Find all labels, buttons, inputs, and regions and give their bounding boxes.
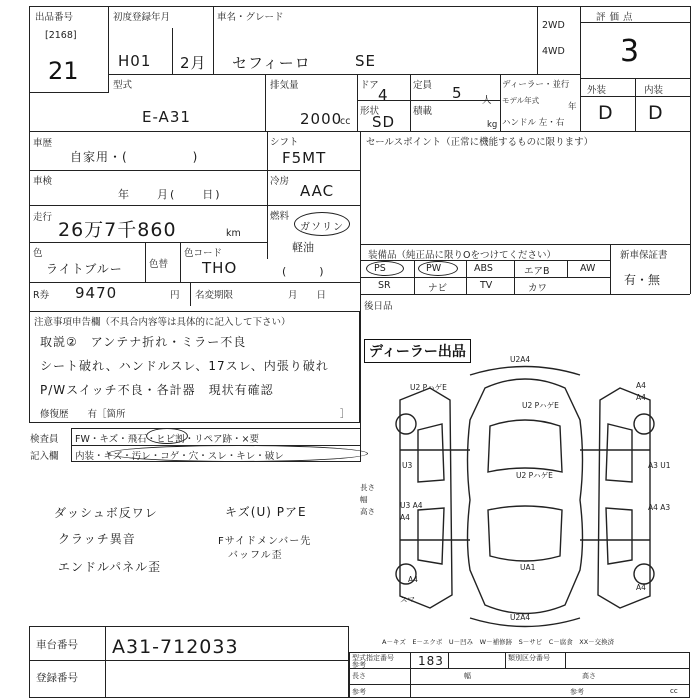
diagram-label-9: A4 (408, 575, 418, 584)
mileage-unit: km (226, 228, 241, 239)
equipment-label: 装備品（純正品に限りOをつけてください） (368, 250, 556, 261)
warranty-label: 新車保証書 (620, 250, 668, 261)
diagram-label-14: スマ (400, 595, 415, 604)
width-label: 幅 (464, 672, 471, 680)
caution-line-2: シート破れ、ハンドルスレ、17スレ、内張り破れ (40, 359, 329, 373)
ref-label: 参考 (352, 661, 366, 669)
car-name-label: 車名・グレード (217, 12, 284, 23)
cc-label: cc (670, 687, 678, 695)
diagram-label-12: U3 A4 (400, 501, 423, 510)
recycle-label: R券 (33, 290, 50, 301)
eval-label: 評価点 (596, 12, 637, 23)
year-suffix: 年 (568, 102, 577, 112)
inspection-value: 年 月( 日) (118, 188, 222, 201)
diagram-label-3: A4 (636, 381, 646, 390)
ac-value: AAC (300, 182, 335, 200)
diagram-legend: A－キズ E－エクボ U－凹み W－補修跡 S－サビ C－腐食 XX－交換済 (382, 638, 615, 646)
shift-label: シフト (270, 137, 299, 148)
equip-abs: ABS (474, 263, 493, 274)
fuel-gas: ガソリン (300, 222, 344, 233)
equip-sr: SR (378, 280, 391, 291)
reg-change-label: 名変期限 (195, 290, 234, 301)
fuel-label: 燃料 (270, 211, 290, 222)
chassis-label: 車台番号 (36, 639, 78, 651)
hand-note-6: バッフル歪 (228, 550, 283, 561)
mileage-value: 26万7千860 (58, 219, 177, 241)
category-label: 類別区分番号 (508, 654, 550, 662)
color-code-label: 色コード (184, 248, 223, 259)
eval-score: 3 (620, 34, 640, 69)
color-label: 色 (33, 248, 43, 259)
reg-change-value: 月 日 (288, 290, 327, 301)
diagram-label-11: U2 PハゲE (516, 471, 553, 480)
diagram-label-1: U2 PハゲE (410, 383, 447, 392)
ext-label: 外装 (587, 85, 607, 96)
doors-value: 4 (378, 86, 389, 104)
int-label: 内装 (644, 85, 664, 96)
diagram-label-2: U2 PハゲE (522, 401, 559, 410)
inspector-label: 検査員 (30, 434, 59, 445)
equip-aw: AW (580, 263, 596, 274)
inspector-row: FW・キズ・飛石・ヒビ割・リペア跡・×要 (75, 434, 259, 445)
diagram-label-13: UA1 (520, 563, 536, 572)
history-label: 車歴 (33, 138, 53, 149)
hand-note-4: キズ(U) PアE (225, 505, 307, 519)
color-change-label: 色替 (149, 259, 169, 270)
diagram-side-length: 長さ (360, 483, 375, 492)
hand-note-3: エンドルパネル歪 (58, 560, 162, 574)
shape-label: 形状 (360, 106, 380, 117)
hand-note-1: ダッシュボ反ワレ (54, 506, 158, 520)
shift-value: F5MT (282, 149, 327, 167)
ac-label: 冷房 (270, 176, 290, 187)
diagram-side-width: 幅 (360, 495, 368, 504)
first-reg-year: H01 (118, 52, 152, 70)
color-code-value: THO (202, 259, 238, 277)
displacement-value: 2000 (300, 110, 343, 128)
caution-line-3: P/Wスイッチ不良・各計器 現状有確認 (40, 383, 274, 397)
model-label: 型式 (113, 80, 133, 91)
first-reg-label: 初度登録年月 (113, 12, 171, 23)
grade: SE (355, 52, 376, 70)
drive-4wd: 4WD (542, 46, 565, 57)
displacement-unit: cc (340, 116, 351, 127)
sales-point-label: セールスポイント（正常に機能するものに限ります） (366, 137, 594, 148)
equip-navi: ナビ (428, 283, 448, 294)
diagram-label-5: U3 (402, 461, 413, 470)
model-designation-label: 型式指定番号 (352, 654, 394, 662)
recycle-unit: 円 (170, 290, 180, 301)
recycle-value: 9470 (75, 284, 118, 302)
equip-ps: PS (374, 263, 386, 274)
car-damage-diagram (360, 355, 690, 630)
model-designation-value: 183 (418, 654, 444, 668)
inspection-label: 車検 (33, 176, 53, 187)
int-grade: D (648, 102, 664, 124)
equip-ps-circle (366, 261, 404, 276)
lot-label: 出品番号 (35, 12, 74, 23)
fuel-diesel: 軽油 (292, 241, 314, 254)
color-value: ライトブルー (46, 262, 123, 276)
doors-label: ドア (360, 80, 379, 91)
model-value: E-A31 (142, 108, 191, 126)
capacity-value: 5 (452, 84, 463, 102)
mileage-label: 走行 (33, 212, 53, 223)
drive-2wd: 2WD (542, 20, 565, 31)
diagram-label-7: A4 A3 (648, 503, 671, 512)
handle-label: ハンドル 左・右 (502, 118, 565, 128)
diagram-side-height: 高さ (360, 507, 375, 516)
ref-label-3: 参考 (570, 688, 584, 696)
fuel-other: ( ) (282, 265, 324, 278)
displacement-label: 排気量 (270, 80, 299, 91)
load-unit: kg (487, 120, 498, 130)
lot-number: 21 (48, 57, 79, 85)
equip-tv: TV (480, 280, 493, 291)
shape-value: SD (372, 113, 396, 131)
warranty-value: 有・無 (624, 273, 661, 287)
car-name: セフィーロ (232, 54, 311, 72)
history-value: 自家用・( ) (70, 150, 199, 164)
lot-code: [2168] (45, 30, 77, 41)
equip-pw: PW (426, 263, 442, 274)
capacity-unit: 人 (482, 95, 492, 106)
diagram-label-front: U2A4 (510, 355, 531, 364)
hand-note-5: Fサイドメンバー先 (218, 536, 312, 547)
interior-circle (108, 445, 368, 462)
dealer-label: ディーラー・並行 (502, 80, 570, 90)
equip-leather: カワ (528, 283, 548, 294)
equip-airbag: エアB (524, 266, 550, 277)
reg-no-label: 登録番号 (36, 672, 78, 684)
diagram-label-6: A3 U1 (648, 461, 671, 470)
fuel-gas-circle (294, 212, 350, 236)
length-label: 長さ (352, 672, 366, 680)
first-reg-month: 2月 (180, 54, 207, 72)
ext-grade: D (598, 102, 614, 124)
repair-label: 修復歴 有［箇所 (40, 409, 126, 420)
hand-note-2: クラッチ異音 (58, 532, 136, 546)
chassis-value: A31-712033 (112, 636, 239, 658)
equip-pw-circle (418, 261, 458, 276)
diagram-label-8: A4 (400, 513, 410, 522)
after-label: 後日品 (364, 301, 393, 312)
ref-label-2: 参考 (352, 688, 366, 696)
repair-bracket: ］ (340, 409, 350, 420)
caution-label: 注意事項申告欄（不具合内容等は具体的に記入して下さい） (34, 317, 291, 328)
stone-chip-circle (146, 428, 188, 444)
caution-line-1: 取説② アンテナ折れ・ミラー不良 (40, 335, 247, 349)
capacity-label: 定員 (413, 80, 433, 91)
diagram-label-rear: U2A4 (510, 613, 531, 622)
entry-row: 内装・キズ・汚レ・コゲ・穴・スレ・キレ・破レ (75, 451, 284, 462)
height-label: 高さ (582, 672, 596, 680)
entry-label: 記入欄 (30, 451, 59, 462)
model-year-label: モデル年式 (502, 96, 540, 105)
diagram-label-10: A4 (636, 583, 646, 592)
diagram-label-4: A4 (636, 393, 646, 402)
load-label: 積載 (413, 106, 433, 117)
dealer-title: ディーラー出品 (364, 339, 471, 363)
